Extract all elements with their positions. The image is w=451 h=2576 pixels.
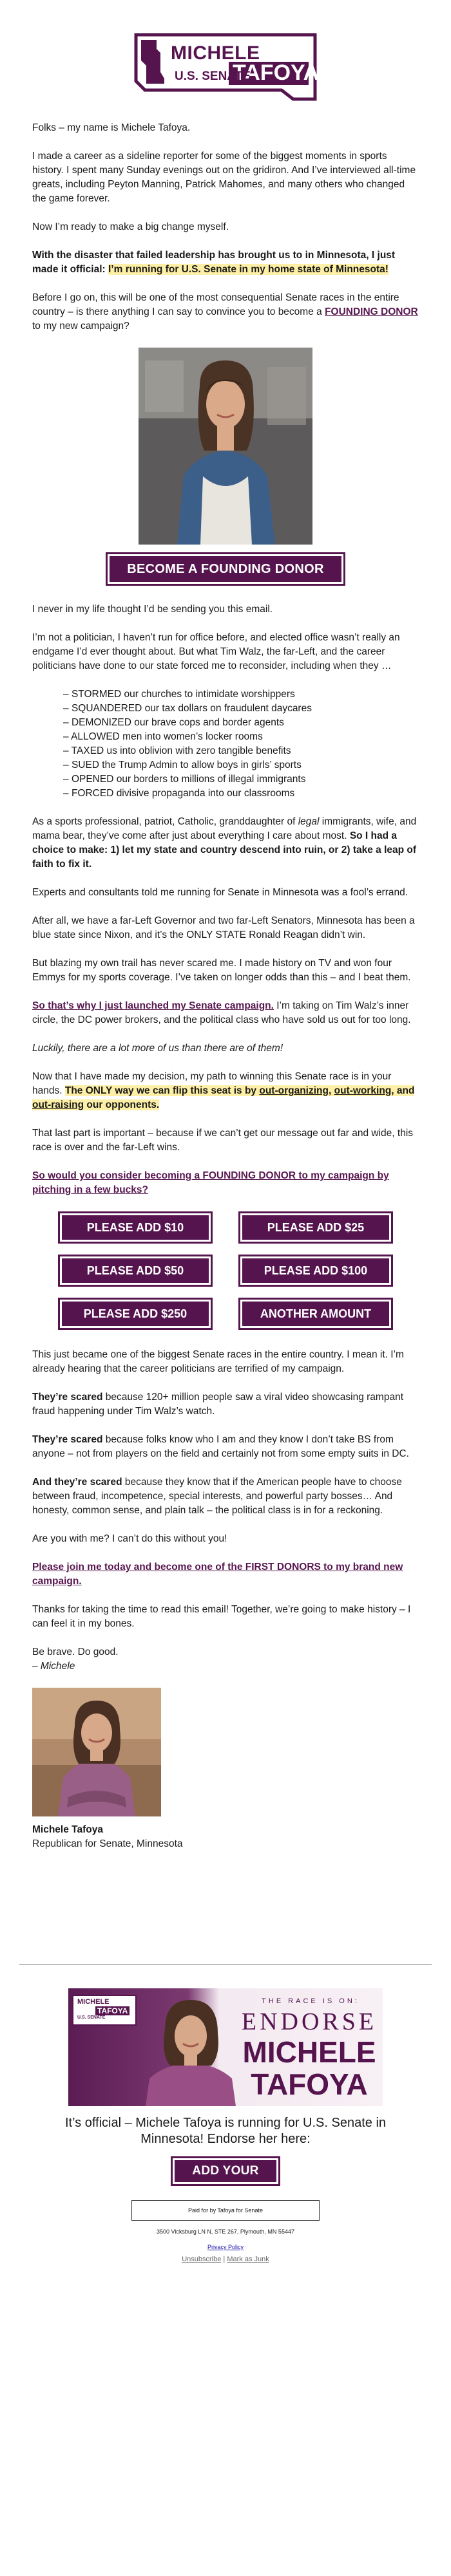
- paragraph-launched: [32, 999, 419, 1027]
- privacy-row: [32, 2244, 419, 2250]
- comma: ,: [328, 1085, 334, 1096]
- unsubscribe-row: [32, 2255, 419, 2263]
- paid-for-text: Paid for by Tafoya for Senate: [188, 2207, 263, 2214]
- banner-logo-first: MICHELE: [77, 1998, 110, 2006]
- launched-campaign-link[interactable]: So that’s why I just launched my Senate campaign.: [32, 1000, 274, 1011]
- minnesota-icon: [141, 40, 164, 84]
- paragraph-career: I made a career as a sideline reporter for some of the biggest moments in sports history. I spent many Sunday evenings out on the gridiron. And I’ve interviewed all-time greats, including Peyton Manning, Patrick Mahomes, and many others who changed the game forever.: [32, 151, 416, 204]
- donate-100-button[interactable]: PLEASE ADD $100: [238, 1255, 393, 1287]
- paragraph-thanks: Thanks for taking the time to read this email! Together, we’re going to make history – I can feel it in my bones.: [32, 1604, 411, 1629]
- closing-line: Be brave. Do good.: [32, 1647, 119, 1657]
- founding-donor-link[interactable]: FOUNDING DONOR: [325, 306, 418, 317]
- scared-text: because folks know who I am and they know I don’t take BS from anyone – not from players on the field and certainly not from some empty suits in DC.: [32, 1434, 409, 1459]
- announcement-lead: With the disaster that failed leadership has brought us to in Minnesota, I just made it official:: [32, 250, 396, 275]
- paragraph-after-all: After all, we have a far-Left Governor and two far-Left Senators, Minnesota has been a blue state since Nixon, and it’s the ONLY STATE Ronald Reagan didn’t win.: [32, 915, 415, 940]
- path-highlight-text: The ONLY way we can flip this seat is by: [64, 1085, 260, 1096]
- unsubscribe-link[interactable]: Unsubscribe: [182, 2255, 222, 2263]
- donate-10-button[interactable]: PLEASE ADD $10: [58, 1211, 213, 1244]
- paragraph-luckily: [32, 1041, 419, 1056]
- paragraph-not-politician: I’m not a politician, I haven’t run for office before, and elected office wasn’t really an endgame I’d ever thought about. But what Tim Walz, the far-Left, and the career politicians have done to our state forced me to reconsider, including when they …: [32, 632, 400, 671]
- founding-ask-text: Before I go on, this will be one of the most consequential Senate races in the entire country – is there anything I can say to convince you to become a: [32, 292, 399, 317]
- paragraph-with-me: Are you with me? I can’t do this without you!: [32, 1533, 227, 1544]
- michele-portrait-photo: [32, 1688, 161, 1816]
- email-footer: [32, 1988, 419, 2263]
- list-item: – TAXED us into oblivion with zero tangible benefits: [63, 744, 419, 758]
- path-highlight: [32, 1085, 414, 1110]
- banner-logo-sub: U.S. SENATE: [77, 2015, 106, 2020]
- banner-kicker: THE RACE IS ON:: [262, 1997, 360, 2005]
- paragraph-blazing-trail: But blazing my own trail has never scared me. I made history on TV and won four Emmys for my sports coverage. I’ve taken on longer odds than this – and I beat them.: [32, 958, 411, 983]
- banner-endorse: ENDORSE: [241, 2008, 378, 2035]
- grievance-list: [63, 687, 419, 801]
- patriot-choice: So I had a choice to make: 1) let my state and country descend into ruin, or 2) take a leap of faith to fix it.: [32, 830, 417, 870]
- founding-ask-end: to my new campaign?: [32, 321, 130, 331]
- paragraph-patriot: [32, 815, 419, 872]
- logo-last-name: TAFOYA: [233, 61, 320, 85]
- paragraph-never-thought: I never in my life thought I’d be sending you this email.: [32, 604, 273, 615]
- footer-announcement: It’s official – Michele Tafoya is running for U.S. Senate in Minnesota! Endorse her here:: [64, 2116, 387, 2146]
- patriot-text: As a sports professional, patriot, Catholic, granddaughter of: [32, 816, 298, 827]
- scared-lead: They’re scared: [32, 1434, 103, 1445]
- paragraph-founding-ask: [32, 291, 419, 333]
- paragraph-scared-2: [32, 1433, 419, 1461]
- path-text: Now that I have made my decision, my path to winning this Senate race is in your hands.: [32, 1071, 392, 1096]
- donate-50-button[interactable]: PLEASE ADD $50: [58, 1255, 213, 1287]
- campaign-logo: [132, 32, 319, 102]
- logo-first-name: MICHELE: [171, 42, 260, 64]
- scared-lead: They’re scared: [32, 1392, 103, 1403]
- become-founding-donor-button[interactable]: BECOME A FOUNDING DONOR: [106, 552, 345, 586]
- paragraph-biggest-race: This just became one of the biggest Senate races in the entire country. I mean it. I’m already hearing that the career politicians are terrified of my campaign.: [32, 1349, 404, 1374]
- founding-donor-pitch-link[interactable]: So would you consider becoming a FOUNDING DONOR to my campaign by pitching in a few bucks?: [32, 1170, 389, 1195]
- luckily-text: Luckily, there are a lot more of us than there are of them!: [32, 1043, 283, 1054]
- first-donors-link[interactable]: Please join me today and become one of the FIRST DONORS to my brand new campaign.: [32, 1562, 403, 1587]
- endorse-banner[interactable]: [68, 1988, 383, 2106]
- out-organizing: out-organizing: [259, 1085, 329, 1096]
- paragraph-scared-3: [32, 1475, 419, 1518]
- michele-garage-photo: [139, 348, 312, 545]
- list-item: – SQUANDERED our tax dollars on fraudulent daycares: [63, 702, 419, 716]
- paragraph-consider: [32, 1169, 419, 1197]
- banner-first-name: MICHELE: [242, 2035, 376, 2069]
- list-item: – DEMONIZED our brave cops and border agents: [63, 716, 419, 730]
- launched-text: I’m taking on Tim Walz’s inner circle, the DC power brokers, and the political class who have sold us out for too long.: [32, 1000, 411, 1025]
- scared-text: because 120+ million people saw a viral video showcasing rampant fraud happening under Tim Walz’s watch.: [32, 1392, 403, 1417]
- mark-as-junk-link[interactable]: Mark as Junk: [227, 2255, 269, 2263]
- signature-title: Republican for Senate, Minnesota: [32, 1838, 183, 1849]
- closing-signoff: – Michele: [32, 1661, 75, 1672]
- list-item: – FORCED divisive propaganda into our classrooms: [63, 787, 419, 801]
- paragraph-announcement: [32, 248, 419, 277]
- mailing-address: 3500 Vicksburg LN N, STE 267, Plymouth, MN 55447: [157, 2228, 294, 2235]
- privacy-policy-link[interactable]: Privacy Policy: [207, 2244, 244, 2250]
- list-item: – ALLOWED men into women’s locker rooms: [63, 730, 419, 744]
- scared-lead: And they’re scared: [32, 1477, 122, 1488]
- paragraph-join: [32, 1560, 419, 1589]
- path-highlight-end: our opponents.: [84, 1099, 160, 1110]
- donate-25-button[interactable]: PLEASE ADD $25: [238, 1211, 393, 1244]
- logo-subtitle: U.S. SENATE: [175, 70, 251, 83]
- and-text: , and: [391, 1085, 415, 1096]
- list-item: – OPENED our borders to millions of illegal immigrants: [63, 772, 419, 787]
- paragraph-experts: Experts and consultants told me running for Senate in Minnesota was a fool’s errand.: [32, 887, 408, 898]
- banner-logo-last: TAFOYA: [95, 2006, 130, 2015]
- announcement-highlight: I’m running for U.S. Senate in my home state of Minnesota!: [108, 264, 389, 275]
- patriot-emphasis: legal: [298, 816, 320, 827]
- patriot-text-2: immigrants, wife, and mama bear, they’ve come after just about everything I care about most.: [32, 816, 417, 841]
- list-item: – STORMED our churches to intimidate worshippers: [63, 687, 419, 702]
- paragraph-path: [32, 1070, 419, 1112]
- list-item: – SUED the Trump Admin to allow boys in girls’ sports: [63, 758, 419, 772]
- unsubscribe-separator: |: [221, 2255, 227, 2263]
- signature-name: Michele Tafoya: [32, 1824, 103, 1835]
- scared-text: because they know that if the American people have to choose between fraud, incompetence, special interests, and powerful party bosses… And honesty, common sense, and plain talk – the political class is in for a reckoning.: [32, 1477, 402, 1516]
- closing: [32, 1645, 419, 1674]
- paragraph-scared-1: [32, 1390, 419, 1419]
- out-working: out-working: [334, 1085, 392, 1096]
- banner-last-name: TAFOYA: [251, 2067, 368, 2101]
- intro-line: Folks – my name is Michele Tafoya.: [32, 122, 191, 133]
- donate-other-button[interactable]: ANOTHER AMOUNT: [238, 1298, 393, 1330]
- paragraph-big-change: Now I’m ready to make a big change myself.: [32, 221, 229, 232]
- email-body: [32, 32, 419, 1851]
- add-your-name-button[interactable]: ADD YOUR NAME: [171, 2156, 280, 2186]
- paragraph-last-part: That last part is important – because if we can’t get our message out far and wide, this race is over and the far-Left wins.: [32, 1128, 414, 1153]
- donation-button-grid: [58, 1211, 419, 1330]
- donate-250-button[interactable]: PLEASE ADD $250: [58, 1298, 213, 1330]
- banner-logo: [72, 1995, 137, 2026]
- out-raising: out-raising: [32, 1099, 84, 1110]
